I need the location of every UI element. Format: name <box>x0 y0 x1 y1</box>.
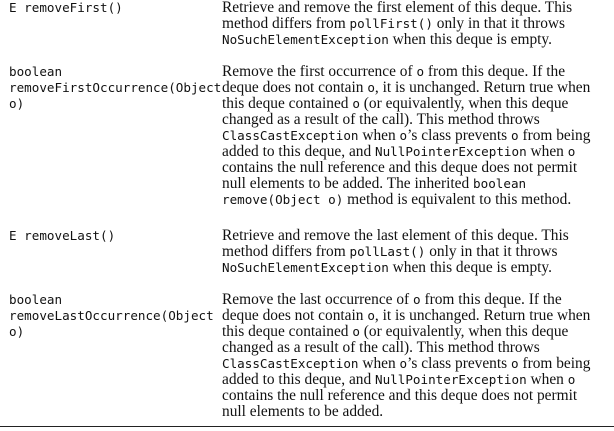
inline-code: o <box>511 128 519 143</box>
signature-line: boolean <box>9 64 63 79</box>
description-line <box>222 144 614 160</box>
description-text: from being <box>518 355 591 372</box>
inline-code: o <box>567 144 576 159</box>
description-line <box>222 340 614 356</box>
inline-code: ClassCastException <box>222 356 359 371</box>
description-text: Remove the first occurrence of <box>222 63 417 80</box>
description-line <box>222 128 614 144</box>
description-text: from this deque. If the <box>424 63 566 80</box>
description-text: this deque contained <box>222 95 353 112</box>
inline-code: o <box>413 292 421 307</box>
description-line <box>222 32 614 48</box>
description-text: when <box>358 355 400 372</box>
description-text: when <box>526 371 568 388</box>
inline-code: pollFirst() <box>349 16 433 31</box>
signature-line: E removeFirst() <box>9 0 123 15</box>
signature-line: o) <box>9 96 25 111</box>
inline-code: o <box>567 372 576 387</box>
description-text: (or equivalently, when this deque <box>359 95 569 112</box>
table-bottom-rule <box>0 426 614 427</box>
description-text: ’s class prevents <box>407 355 511 372</box>
description-line <box>222 356 614 372</box>
description-line <box>222 64 614 80</box>
description-text: deque does not contain <box>222 79 368 96</box>
description-text: when this deque is empty. <box>388 31 552 48</box>
method-description <box>222 228 614 276</box>
description-line <box>222 80 614 96</box>
signature-line: o) <box>9 324 25 339</box>
description-line <box>222 244 614 260</box>
description-line <box>222 260 614 276</box>
description-text: when <box>526 143 568 160</box>
description-text: contains the null reference and this deque does not permit <box>222 387 578 404</box>
method-signature <box>9 228 214 244</box>
description-text: when this deque is empty. <box>388 259 552 276</box>
description-text: only in that it throws <box>432 15 566 32</box>
description-text: added to this deque, and <box>222 143 376 160</box>
description-line <box>222 388 614 404</box>
description-line <box>222 96 614 112</box>
inline-code: NoSuchElementException <box>222 32 389 47</box>
inline-code: o <box>399 356 408 371</box>
method-signature <box>9 292 214 340</box>
description-text: changed as a result of the call). This method throws <box>222 339 540 356</box>
signature-line: removeLastOccurrence(Object <box>9 308 214 323</box>
description-text: ’s class prevents <box>407 127 511 144</box>
description-text: , it is unchanged. Return true when <box>374 79 591 96</box>
method-signature <box>9 0 214 16</box>
description-text: Remove the last occurrence of <box>222 291 414 308</box>
description-line <box>222 404 614 420</box>
inline-code: o <box>416 64 425 79</box>
description-text: from being <box>518 127 591 144</box>
description-text: , it is unchanged. Return true when <box>374 307 591 324</box>
description-text: Retrieve and remove the last element of this deque. This <box>222 227 569 244</box>
inline-code: o <box>367 80 375 95</box>
inline-code: boolean <box>473 176 527 191</box>
description-line <box>222 112 614 128</box>
description-text: changed as a result of the call). This method throws <box>222 111 540 128</box>
description-line <box>222 308 614 324</box>
inline-code: o <box>352 324 360 339</box>
description-text: method differs from <box>222 243 350 260</box>
signature-line: E removeLast() <box>9 228 116 243</box>
description-text: (or equivalently, when this deque <box>359 323 569 340</box>
description-line <box>222 16 614 32</box>
description-text: deque does not contain <box>222 307 368 324</box>
description-line <box>222 228 614 244</box>
inline-code: remove(Object o) <box>222 192 344 207</box>
inline-code: ClassCastException <box>222 128 359 143</box>
description-line <box>222 324 614 340</box>
description-text: method differs from <box>222 15 350 32</box>
inline-code: o <box>399 128 408 143</box>
signature-line: removeFirstOccurrence(Object <box>9 80 222 95</box>
description-line <box>222 176 614 192</box>
inline-code: o <box>367 308 375 323</box>
inline-code: o <box>511 356 519 371</box>
description-text: method is equivalent to this method. <box>343 191 572 208</box>
inline-code: NullPointerException <box>375 144 527 159</box>
method-description <box>222 292 614 420</box>
description-line <box>222 192 614 208</box>
description-text: null elements to be added. The inherited <box>222 175 474 192</box>
method-description <box>222 0 614 48</box>
description-text: added to this deque, and <box>222 371 376 388</box>
description-text: Retrieve and remove the first element of this deque. This <box>222 0 573 16</box>
description-text: only in that it throws <box>425 243 558 260</box>
description-line <box>222 0 614 16</box>
inline-code: NullPointerException <box>375 372 527 387</box>
method-description <box>222 64 614 208</box>
description-line <box>222 160 614 176</box>
description-text: from this deque. If the <box>420 291 562 308</box>
inline-code: o <box>352 96 360 111</box>
inline-code: pollLast() <box>349 244 426 259</box>
inline-code: NoSuchElementException <box>222 260 389 275</box>
signature-line: boolean <box>9 292 63 307</box>
description-text: contains the null reference and this deque does not permit <box>222 159 578 176</box>
description-line <box>222 372 614 388</box>
description-text: this deque contained <box>222 323 353 340</box>
description-text: null elements to be added. <box>222 403 384 420</box>
method-signature <box>9 64 222 112</box>
description-line <box>222 292 614 308</box>
description-text: when <box>358 127 400 144</box>
